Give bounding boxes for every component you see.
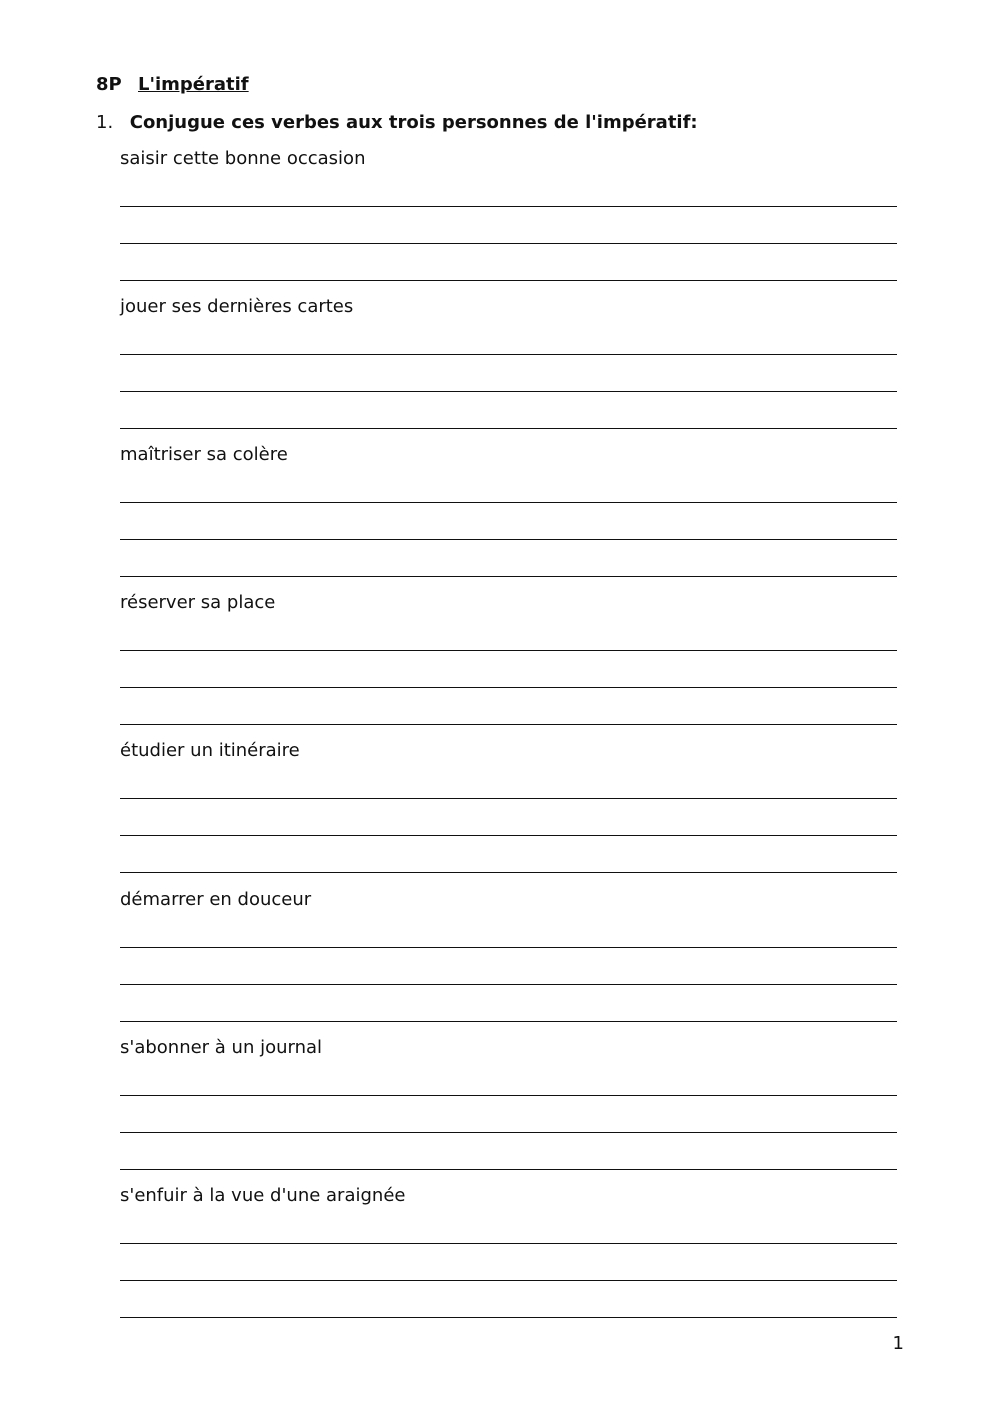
answer-line-1[interactable]: [120, 502, 897, 503]
exercise-item-2: [120, 296, 897, 446]
answer-line-3[interactable]: [120, 872, 897, 873]
exercise-item-7: [120, 1037, 897, 1187]
answer-line-2[interactable]: [120, 984, 897, 985]
answer-line-2[interactable]: [120, 539, 897, 540]
exercise-item-5: [120, 740, 897, 890]
answer-line-3[interactable]: [120, 428, 897, 429]
answer-line-2[interactable]: [120, 835, 897, 836]
exercise-item-4: [120, 592, 897, 742]
exercise-item-3: [120, 444, 897, 594]
answer-line-2[interactable]: [120, 243, 897, 244]
exercise-item-6: [120, 889, 897, 1039]
answer-line-3[interactable]: [120, 1317, 897, 1318]
page-number: 1: [892, 1333, 904, 1354]
verb-prompt: démarrer en douceur: [120, 889, 312, 910]
answer-line-1[interactable]: [120, 1243, 897, 1244]
lesson-code: 8P: [96, 74, 122, 95]
answer-line-1[interactable]: [120, 354, 897, 355]
answer-line-1[interactable]: [120, 947, 897, 948]
page-title: L'impératif: [138, 74, 249, 95]
answer-line-1[interactable]: [120, 206, 897, 207]
verb-prompt: saisir cette bonne occasion: [120, 148, 366, 169]
instruction-number: 1.: [96, 112, 114, 133]
verb-prompt: jouer ses dernières cartes: [120, 296, 354, 317]
answer-line-2[interactable]: [120, 391, 897, 392]
exercise-item-8: [120, 1185, 897, 1335]
answer-line-3[interactable]: [120, 1021, 897, 1022]
exercise-instruction: [96, 112, 698, 133]
answer-line-3[interactable]: [120, 280, 897, 281]
verb-prompt: s'enfuir à la vue d'une araignée: [120, 1185, 406, 1206]
answer-line-3[interactable]: [120, 576, 897, 577]
verb-prompt: réserver sa place: [120, 592, 276, 613]
answer-line-1[interactable]: [120, 1095, 897, 1096]
verb-prompt: s'abonner à un journal: [120, 1037, 323, 1058]
answer-line-1[interactable]: [120, 650, 897, 651]
answer-line-3[interactable]: [120, 724, 897, 725]
verb-prompt: maîtriser sa colère: [120, 444, 288, 465]
answer-line-2[interactable]: [120, 1280, 897, 1281]
instruction-text: Conjugue ces verbes aux trois personnes de l'impératif:: [129, 112, 698, 133]
exercise-item-1: [120, 148, 897, 298]
answer-line-1[interactable]: [120, 798, 897, 799]
page-header: [96, 74, 249, 95]
answer-line-2[interactable]: [120, 1132, 897, 1133]
answer-line-2[interactable]: [120, 687, 897, 688]
verb-prompt: étudier un itinéraire: [120, 740, 300, 761]
answer-line-3[interactable]: [120, 1169, 897, 1170]
